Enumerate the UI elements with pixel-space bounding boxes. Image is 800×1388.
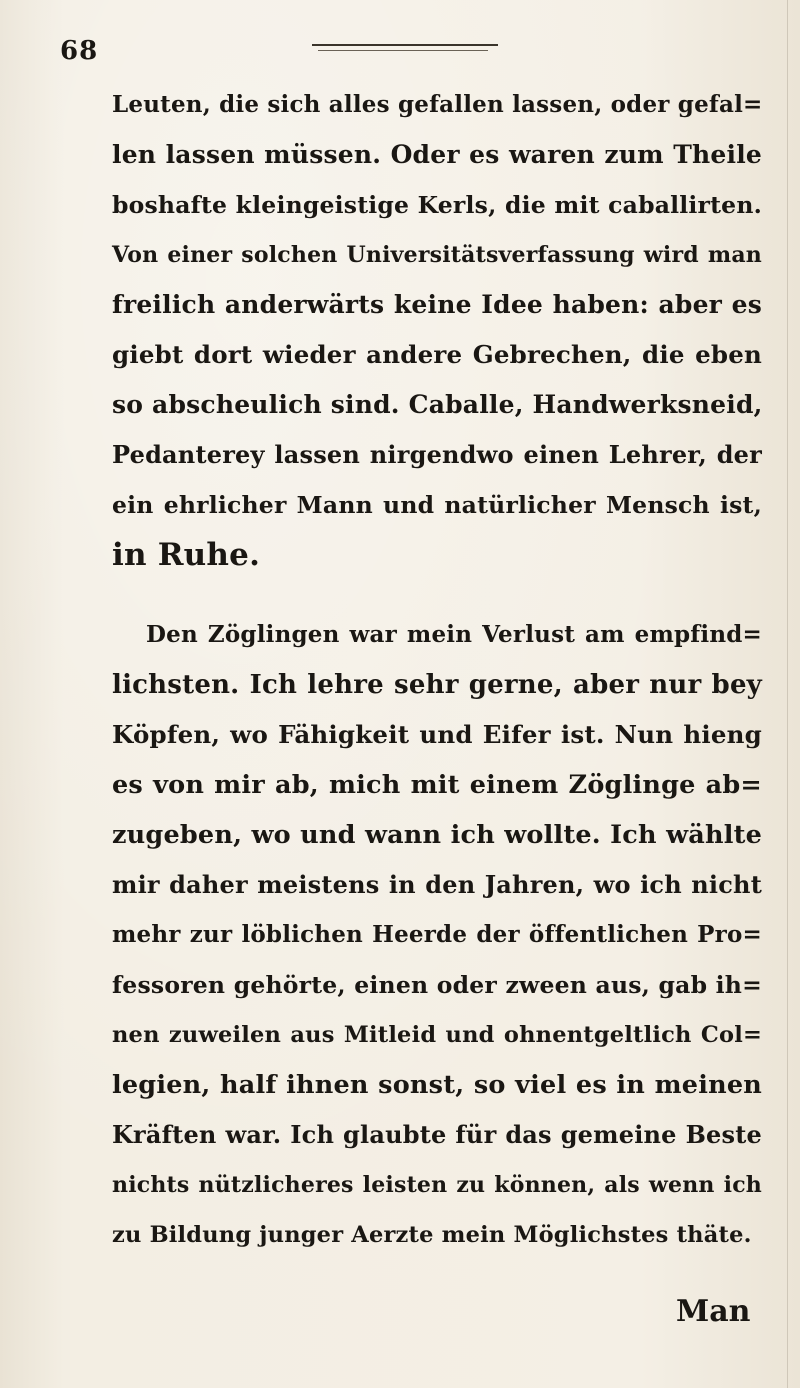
- text-line: fessoren gehörte, einen oder zween aus, gab ih=: [112, 971, 762, 999]
- text-line: Köpfen, wo Fähigkeit und Eifer ist. Nun hieng: [112, 720, 762, 749]
- text-line: mir daher meistens in den Jahren, wo ich nicht: [112, 870, 762, 899]
- text-line: giebt dort wieder andere Gebrechen, die eben: [112, 340, 762, 369]
- body-text: [112, 80, 762, 1260]
- text-line: nen zuweilen aus Mitleid und ohnentgeltlich Col=: [112, 1022, 762, 1048]
- text-line: zu Bildung junger Aerzte mein Möglichstes thäte.: [112, 1222, 752, 1248]
- text-line: Leuten, die sich alles gefallen lassen, oder gefal=: [112, 91, 763, 118]
- text-line: Kräften war. Ich glaubte für das gemeine Beste: [112, 1120, 762, 1149]
- text-line: freilich anderwärts keine Idee haben: aber es: [112, 290, 762, 319]
- page-number: 68: [60, 36, 99, 66]
- text-line: Von einer solchen Universitätsverfassung wird man: [112, 242, 762, 268]
- text-line: len lassen müssen. Oder es waren zum Theile: [112, 140, 762, 169]
- text-line: lichsten. Ich lehre sehr gerne, aber nur bey: [112, 670, 762, 700]
- text-line: Den Zöglingen war mein Verlust am empfind=: [146, 621, 762, 648]
- text-line: legien, half ihnen sonst, so viel es in meinen: [112, 1070, 762, 1100]
- text-line: Pedanterey lassen nirgendwo einen Lehrer, der: [112, 440, 762, 469]
- text-line: ein ehrlicher Mann und natürlicher Mensch ist,: [112, 491, 762, 519]
- paragraph-gap: [112, 580, 762, 610]
- text-line: mehr zur löblichen Heerde der öffentlichen Pro=: [112, 921, 762, 948]
- text-line: es von mir ab, mich mit einem Zöglinge ab=: [112, 770, 762, 800]
- text-line: boshafte kleingeistige Kerls, die mit caballirten.: [112, 191, 762, 219]
- text-line: so abscheulich sind. Caballe, Handwerksneid,: [112, 390, 763, 419]
- catchword: Man: [676, 1294, 751, 1329]
- text-line: zugeben, wo und wann ich wollte. Ich wählte: [112, 820, 762, 850]
- text-line: in Ruhe.: [112, 537, 261, 573]
- page-edge-shadow: [787, 0, 788, 1388]
- header-rule-thin: [318, 50, 488, 51]
- text-line: nichts nützlicheres leisten zu können, als wenn ich: [112, 1172, 762, 1198]
- header-rule: [312, 44, 498, 46]
